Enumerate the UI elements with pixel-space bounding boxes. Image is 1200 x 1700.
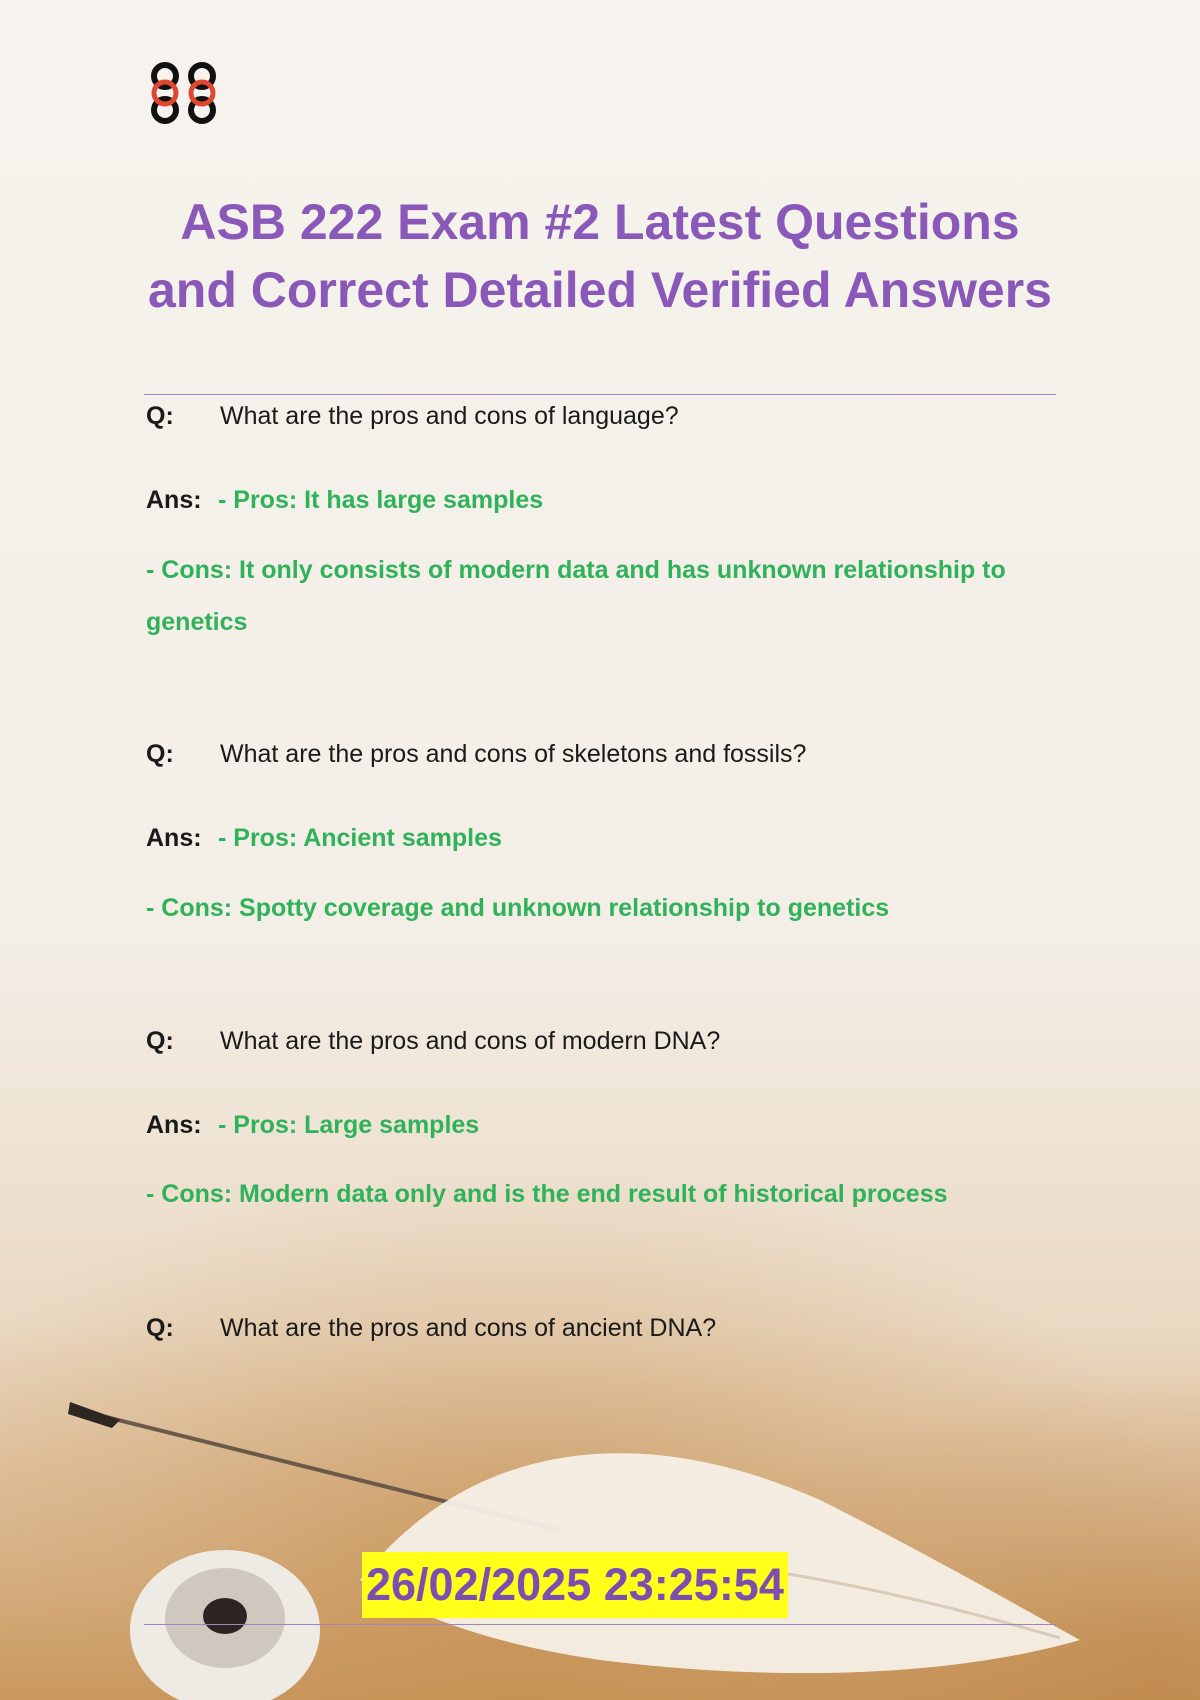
- question-text: What are the pros and cons of modern DNA?: [220, 1027, 721, 1055]
- question-row: [146, 740, 806, 769]
- answer-row: [146, 486, 543, 515]
- question-label: Q:: [146, 740, 174, 768]
- answer-row: [146, 1111, 479, 1140]
- question-label: Q:: [146, 402, 174, 430]
- timestamp-highlight: 26/02/2025 23:25:54: [362, 1552, 788, 1618]
- question-row: [146, 1314, 716, 1343]
- answer-cons: - Cons: Spotty coverage and unknown relationship to genetics: [146, 894, 890, 922]
- answer-pros: - Pros: Large samples: [218, 1111, 480, 1139]
- answer-pros: - Pros: Ancient samples: [218, 824, 502, 852]
- question-text: What are the pros and cons of ancient DNA?: [220, 1314, 717, 1342]
- title-divider: [144, 394, 1056, 395]
- quill-background-image: [0, 1380, 1200, 1700]
- question-label: Q:: [146, 1027, 174, 1055]
- question-text: What are the pros and cons of skeletons and fossils?: [220, 740, 807, 768]
- question-row: [146, 1027, 720, 1056]
- answer-label: Ans:: [146, 1111, 202, 1139]
- answer-pros: - Pros: It has large samples: [218, 486, 544, 514]
- answer-cons: - Cons: Modern data only and is the end result of historical process: [146, 1180, 948, 1208]
- question-text: What are the pros and cons of language?: [220, 402, 679, 430]
- question-row: [146, 402, 679, 431]
- answer-label: Ans:: [146, 824, 202, 852]
- answer-row: [146, 824, 502, 853]
- footer-divider: [144, 1624, 1056, 1625]
- answer-cons: - Cons: It only consists of modern data and has unknown relationship to genetics: [146, 556, 1006, 636]
- site-logo-icon: [146, 60, 222, 130]
- question-label: Q:: [146, 1314, 174, 1342]
- answer-label: Ans:: [146, 486, 202, 514]
- page-title: ASB 222 Exam #2 Latest Questions and Correct Detailed Verified Answers: [147, 194, 1052, 318]
